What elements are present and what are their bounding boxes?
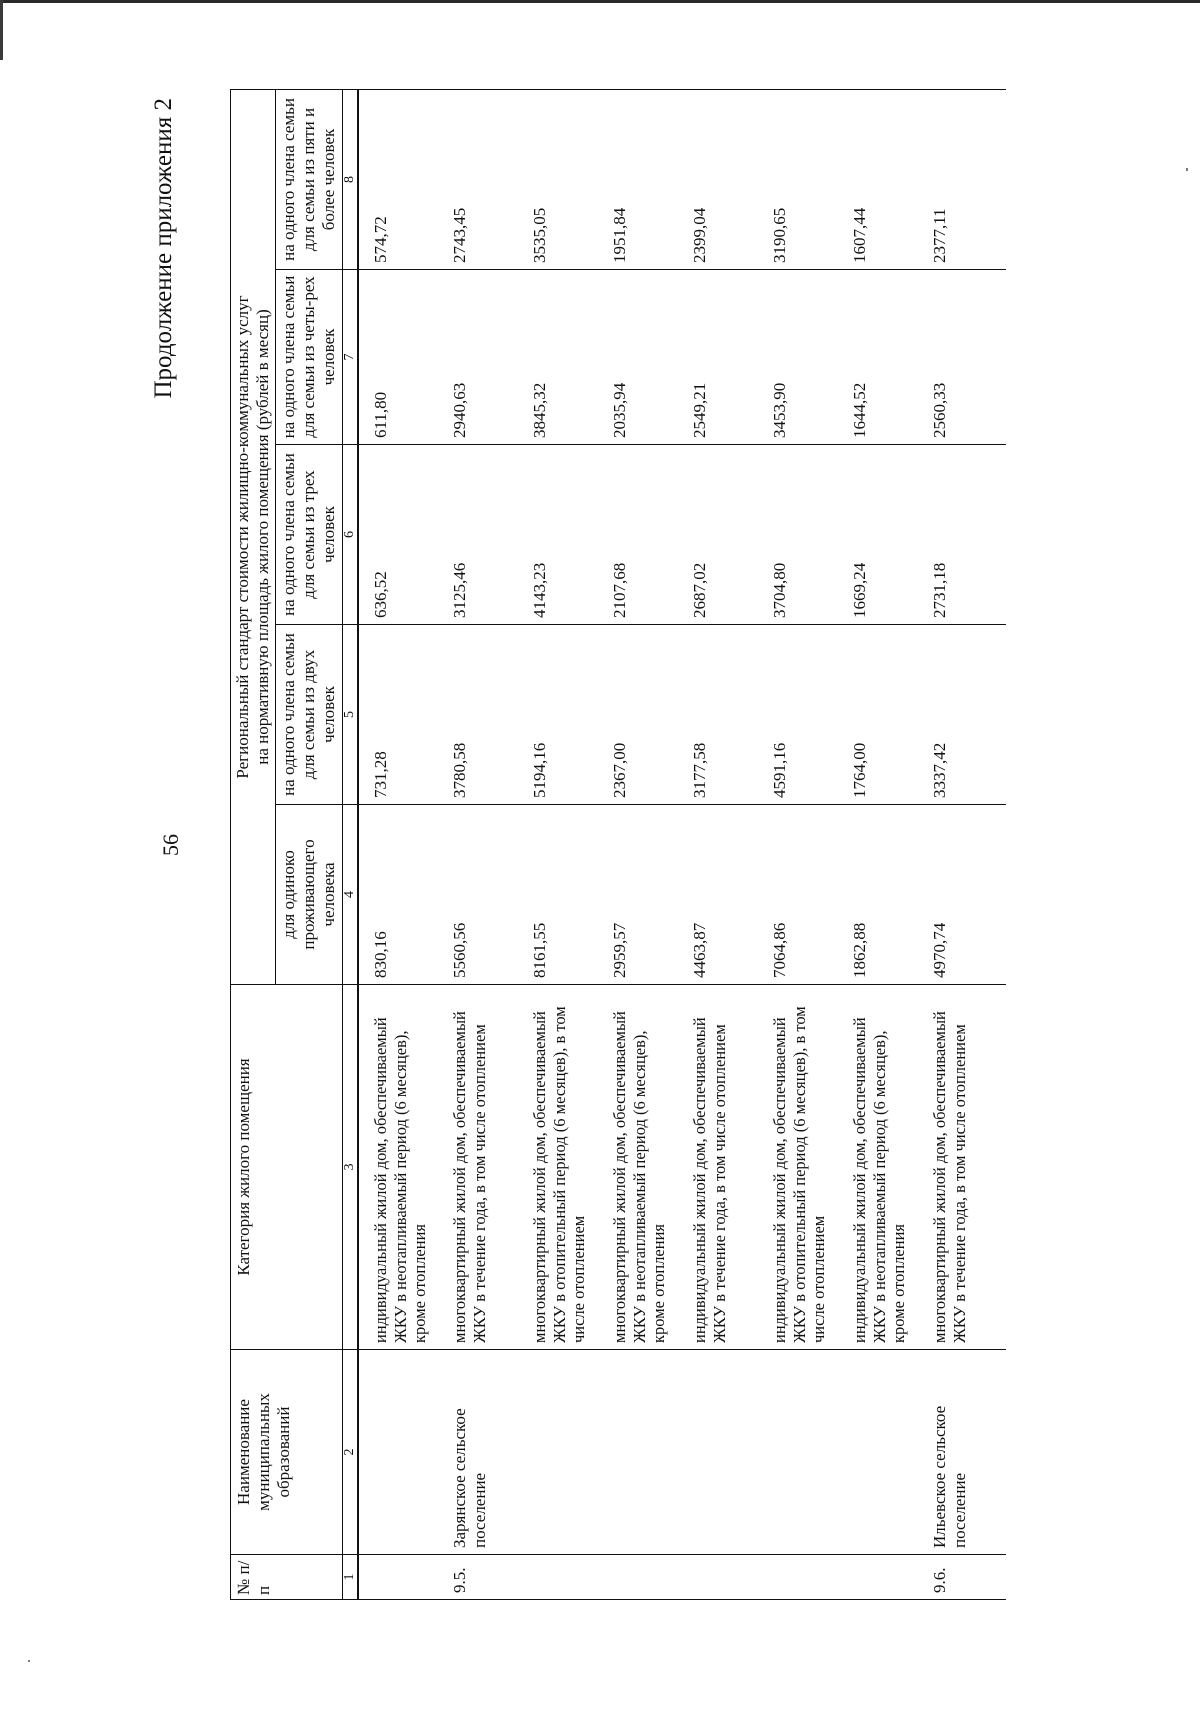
column-number: 1 [343, 1555, 359, 1600]
value-single: 4463,87 [678, 805, 758, 985]
value-three: 636,52 [358, 445, 438, 625]
column-number: 6 [343, 445, 359, 625]
header-group-line2: на нормативную площадь жилого помещения (рублей в месяц) [253, 309, 273, 765]
value-two: 731,28 [358, 625, 438, 805]
value-three: 1669,24 [838, 445, 918, 625]
value-four: 2560,33 [918, 270, 1006, 445]
value-single: 830,16 [358, 805, 438, 985]
row-number [758, 1555, 838, 1600]
page-number: 56 [158, 834, 183, 856]
municipality-name [838, 1350, 918, 1555]
header-group-line1: Региональный стандарт стоимости жилищно-коммунальных услуг [233, 295, 252, 779]
column-number: 7 [343, 270, 359, 445]
municipality-name [518, 1350, 598, 1555]
value-single: 1862,88 [838, 805, 918, 985]
table-row [438, 89, 518, 1599]
row-number: 9.5. [438, 1555, 518, 1600]
table-row [518, 89, 598, 1599]
header-family-three: на одного члена семьи для семьи из трех человек [276, 445, 343, 625]
value-two: 1764,00 [838, 625, 918, 805]
header-municipality: Наименование муниципальных образований [231, 1350, 343, 1555]
value-two: 4591,16 [758, 625, 838, 805]
table-row [838, 89, 918, 1599]
value-single: 8161,55 [518, 805, 598, 985]
table-row [918, 89, 1006, 1599]
column-number: 8 [343, 89, 359, 269]
housing-category: индивидуальный жилой дом, обеспечиваемый ЖКУ в неотапливаемый период (6 месяцев), кроме отопления [838, 985, 918, 1350]
value-four: 3845,32 [518, 270, 598, 445]
row-number [358, 1555, 438, 1600]
municipality-name: Ильевское сельское поселение [918, 1350, 1006, 1555]
value-three: 2107,68 [598, 445, 678, 625]
header-row-group [231, 89, 276, 1599]
row-number [518, 1555, 598, 1600]
housing-category: многоквартирный жилой дом, обеспечиваемый ЖКУ в неотапливаемый период (6 месяцев), кроме отопления [598, 985, 678, 1350]
scan-speck [1186, 168, 1188, 171]
row-number [838, 1555, 918, 1600]
value-four: 2549,21 [678, 270, 758, 445]
housing-category: индивидуальный жилой дом, обеспечиваемый ЖКУ в отопительный период (6 месяцев), в том числе отоплением [758, 985, 838, 1350]
header-family-four: на одного члена семьи для семьи из четы-рех человек [276, 270, 343, 445]
housing-category: индивидуальный жилой дом, обеспечиваемый ЖКУ в неотапливаемый период (6 месяцев), кроме отопления [358, 985, 438, 1350]
header-regional-standard [231, 89, 276, 984]
housing-category: многоквартирный жилой дом, обеспечиваемый ЖКУ в течение года, в том числе отоплением [438, 985, 518, 1350]
column-number: 2 [343, 1350, 359, 1555]
value-four: 1644,52 [838, 270, 918, 445]
value-single: 2959,57 [598, 805, 678, 985]
rotated-page [150, 90, 1080, 1600]
value-two: 3337,42 [918, 625, 1006, 805]
municipality-name [358, 1350, 438, 1555]
municipality-name [678, 1350, 758, 1555]
value-five-plus: 3190,65 [758, 89, 838, 269]
scan-edge-top [0, 0, 1200, 3]
header-row-number: № п/п [231, 1555, 343, 1600]
municipality-name [758, 1350, 838, 1555]
cost-standard-table [230, 89, 1006, 1600]
value-five-plus: 2399,04 [678, 89, 758, 269]
value-three: 2731,18 [918, 445, 1006, 625]
scan-edge-left [0, 0, 3, 60]
row-number [678, 1555, 758, 1600]
value-five-plus: 2743,45 [438, 89, 518, 269]
value-three: 3125,46 [438, 445, 518, 625]
value-single: 4970,74 [918, 805, 1006, 985]
housing-category: многоквартирный жилой дом, обеспечиваемый ЖКУ в отопительный период (6 месяцев), в том числе отоплением [518, 985, 598, 1350]
column-number: 3 [343, 985, 359, 1350]
municipality-name [598, 1350, 678, 1555]
value-four: 3453,90 [758, 270, 838, 445]
table-row [598, 89, 678, 1599]
value-five-plus: 2377,11 [918, 89, 1006, 269]
value-single: 5560,56 [438, 805, 518, 985]
header-family-five-plus: на одного члена семьи для семьи из пяти и более человек [276, 89, 343, 269]
municipality-name: Зарянское сельское поселение [438, 1350, 518, 1555]
value-two: 3177,58 [678, 625, 758, 805]
table-row [358, 89, 438, 1599]
header-family-two: на одного члена семьи для семьи из двух человек [276, 625, 343, 805]
value-four: 2940,63 [438, 270, 518, 445]
continuation-title: Продолжение приложения 2 [150, 98, 177, 399]
housing-category: многоквартирный жилой дом, обеспечиваемый ЖКУ в течение года, в том числе отоплением [918, 985, 1006, 1350]
value-four: 2035,94 [598, 270, 678, 445]
value-three: 2687,02 [678, 445, 758, 625]
housing-category: индивидуальный жилой дом, обеспечиваемый ЖКУ в течение года, в том числе отоплением [678, 985, 758, 1350]
value-single: 7064,86 [758, 805, 838, 985]
value-five-plus: 3535,05 [518, 89, 598, 269]
value-two: 3780,58 [438, 625, 518, 805]
value-five-plus: 1607,44 [838, 89, 918, 269]
header-category: Категория жилого помещения [231, 985, 343, 1350]
row-number: 9.6. [918, 1555, 1006, 1600]
header-column-numbers [343, 89, 359, 1599]
table-row [758, 89, 838, 1599]
value-two: 5194,16 [518, 625, 598, 805]
header-single-person: для одиноко проживающего человека [276, 805, 343, 985]
column-number: 5 [343, 625, 359, 805]
column-number: 4 [343, 805, 359, 985]
value-three: 4143,23 [518, 445, 598, 625]
scan-speck [28, 1660, 30, 1662]
value-five-plus: 574,72 [358, 89, 438, 269]
table-row [678, 89, 758, 1599]
value-four: 611,80 [358, 270, 438, 445]
row-number [598, 1555, 678, 1600]
value-two: 2367,00 [598, 625, 678, 805]
value-five-plus: 1951,84 [598, 89, 678, 269]
value-three: 3704,80 [758, 445, 838, 625]
